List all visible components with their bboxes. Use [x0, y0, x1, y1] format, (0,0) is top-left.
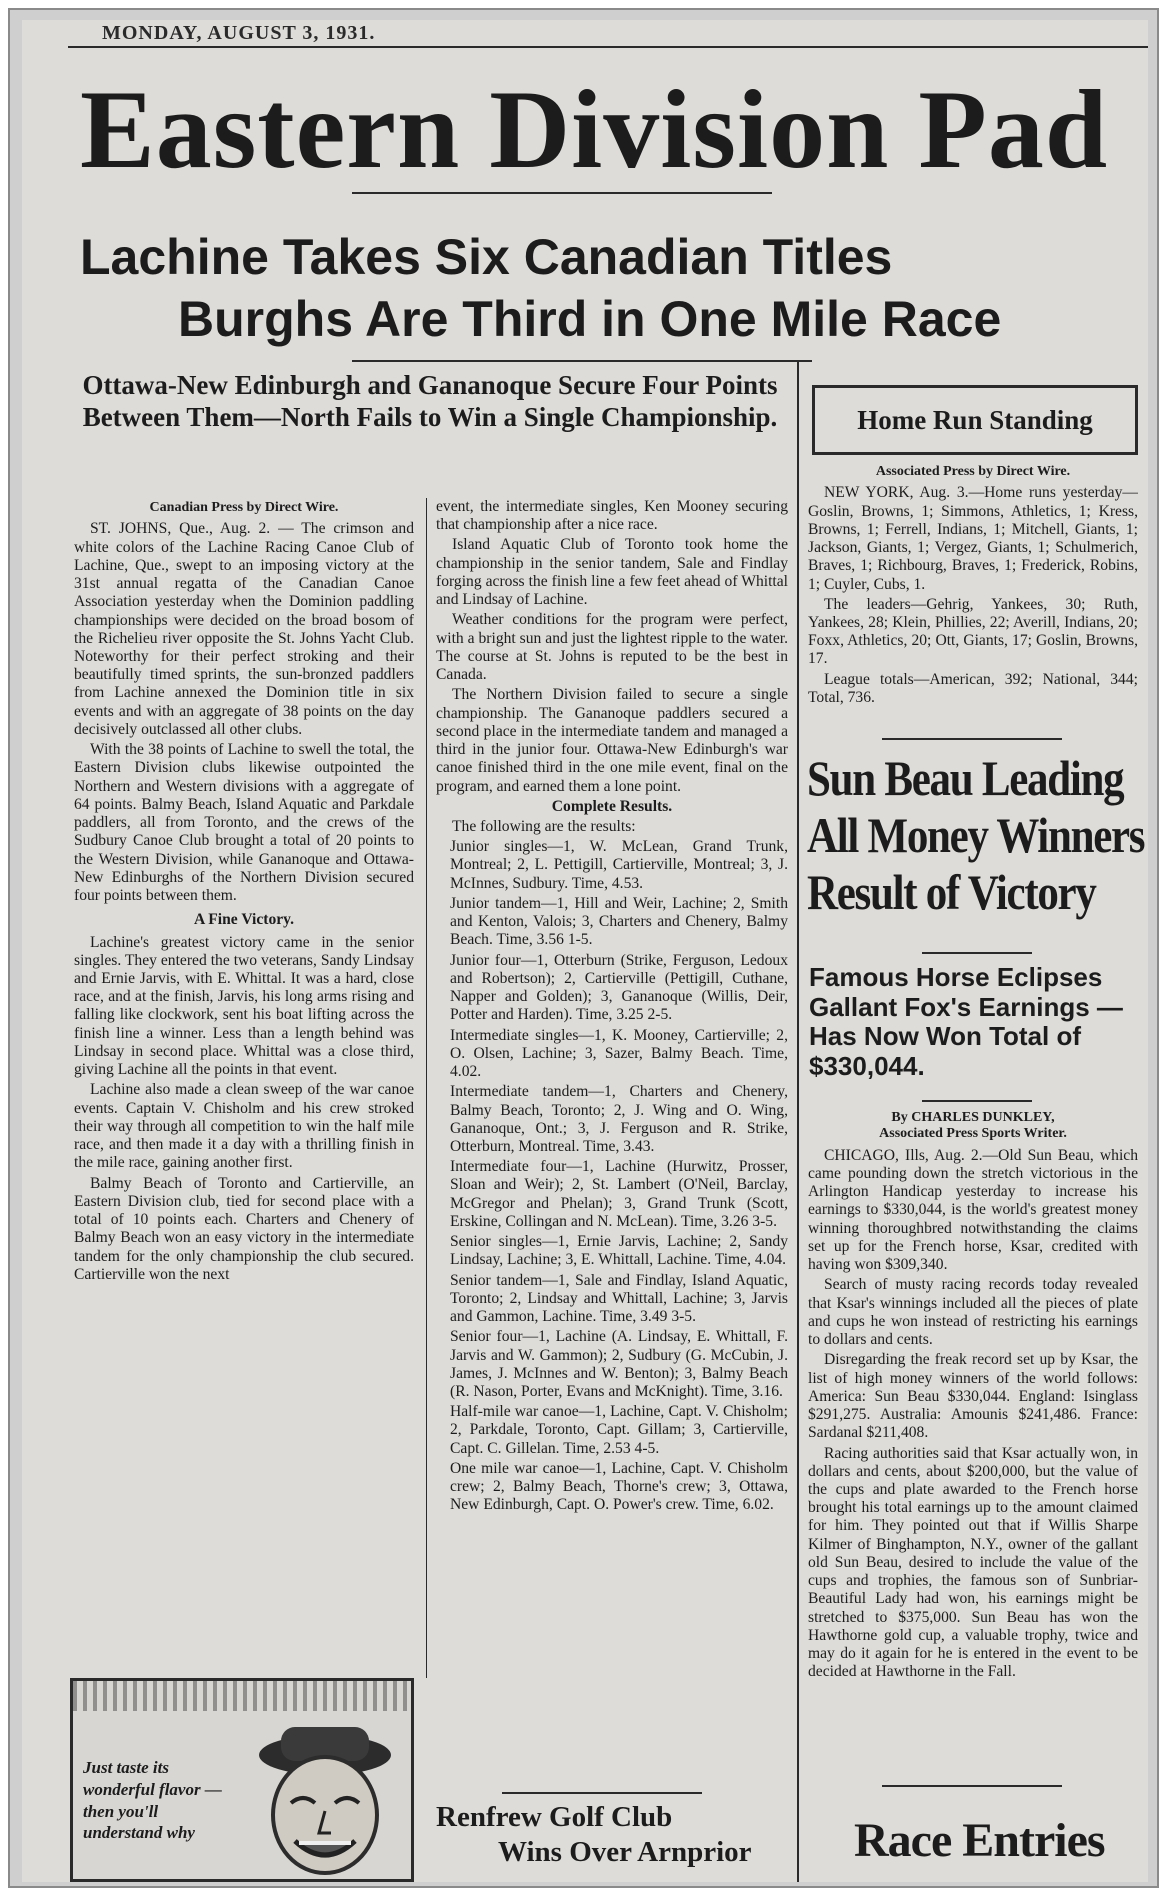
headline-rule — [352, 360, 812, 362]
sun-beau-byline: By CHARLES DUNKLEY, — [891, 1110, 1055, 1125]
result-item: Senior four—1, Lachine (A. Lindsay, E. Whittall, F. Jarvis and W. Gammon); 2, Sudbury (G. McCubin, J. James, J. McInnes and W. Benton); 3, Balmy Beach (R. Nason, Porter, Evans and McKnight). Time, 3.16. — [450, 1328, 788, 1401]
home-run-paragraph: NEW YORK, Aug. 3.—Home runs yesterday—Goslin, Browns, 1; Simmons, Athletics, 1; Kress, Browns, 1; Ferrell, Indians, 1; Mitchell, Giants, 1; Jackson, Giants, 1; Vergez, Giants, 1; Schulmerich, Braves, 1; Richbourg, Braves, 1; Frederick, Robins, 1; Cuyler, Cubs, 1. — [808, 484, 1138, 593]
story-paragraph: ST. JOHNS, Que., Aug. 2. — The crimson and white colors of the Lachine Racing Canoe Club of Lachine, Que., swept to an imposing victory at the 31st annual regatta of the Canadian Canoe Association yesterday when the Dominion paddling championships were decided on the broad bosom of the Richelieu river opposite the St. Johns Yacht Club. Noteworthy for their perfect stroking and their beautifully timed sprints, the sun-bronzed paddlers from Lachine annexed the Dominion title in six events and with an aggregate of 38 points on the day decisively outclassed all other clubs. — [74, 520, 414, 738]
ad-face-illustration — [233, 1719, 403, 1882]
result-item: Junior singles—1, W. McLean, Grand Trunk, Montreal; 2, L. Pettigill, Cartierville, Montreal; 3, J. McInnes, Sudbury. Time, 4.53. — [450, 838, 788, 892]
column-rule-1 — [426, 498, 427, 1678]
renfrew-headline — [436, 1800, 788, 1870]
result-item: Senior tandem—1, Sale and Findlay, Island Aquatic, Toronto; 2, Lindsay and Whittall, Lachine; 3, Jarvis and Gammon, Lachine. Time, 3.49 3-5. — [450, 1271, 788, 1326]
banner-headline: Eastern Division Pad — [80, 68, 1109, 192]
newspaper-page — [22, 20, 1148, 1882]
story-column-a — [74, 500, 414, 1672]
sun-beau-byline-2: Associated Press Sports Writer. — [879, 1126, 1067, 1142]
result-item: Intermediate singles—1, K. Mooney, Cartierville; 2, O. Olsen, Lachine; 3, Sazer, Balmy Beach. Time, 4.02. — [450, 1026, 788, 1081]
story-paragraph: The Northern Division failed to secure a single championship. The Gananoque paddlers secured a second place in the intermediate tandem and managed a third in the junior four. Ottawa-New Edinburgh's war canoe finished third in the one mile event, final on the program, and earned them a lone point. — [436, 686, 788, 795]
home-run-column — [808, 464, 1138, 734]
home-run-byline: Associated Press by Direct Wire. — [875, 464, 1071, 479]
sun-beau-headline-line: Result of Victory — [807, 864, 1096, 920]
main-deck: Ottawa-New Edinburgh and Gananoque Secure Four Points Between Them—North Fails to Win a Single Championship. — [82, 370, 778, 432]
renfrew-headline-line1: Renfrew Golf Club — [436, 1801, 673, 1833]
top-rule — [68, 46, 1148, 48]
advertisement — [70, 1678, 414, 1882]
race-entries-rule — [882, 1785, 1062, 1787]
sun-beau-deck: Famous Horse Eclipses Gallant Fox's Earnings —Has Now Won Total of $330,044. — [809, 962, 1123, 1081]
story-byline: Canadian Press by Direct Wire. — [149, 500, 339, 515]
home-run-rule — [882, 738, 1062, 740]
story-paragraph: Island Aquatic Club of Toronto took home the championship in the senior tandem, Sale and Findlay forging across the finish line a few feet ahead of Whittal and Lindsay of Lachine. — [436, 536, 788, 609]
result-item: Senior singles—1, Ernie Jarvis, Lachine; 2, Sandy Lindsay, Lachine; 3, E. Whittall, Lachine. Time, 4.04. — [450, 1233, 788, 1269]
result-item: Intermediate four—1, Lachine (Hurwitz, Prosser, Sloan and Weir); 2, St. Lambert (O'Neil, Barclay, McGregor and Phelan); 3, Grand Trunk (Scott, Erskine, Collingan and N. McLean). Time, 3.26 3-5. — [450, 1158, 788, 1230]
ad-text: Just taste its wonderful flavor — then you'll understand why — [83, 1758, 222, 1843]
sun-beau-rule — [922, 952, 1032, 954]
results-intro: The following are the results: — [452, 817, 636, 835]
sun-beau-paragraph: Disregarding the freak record set up by Ksar, the list of high money winners of the world follows: America: Sun Beau $330,044. England: Isinglass $291,275. Australia: Amounis $241,486. France: Sardanal $211,408. — [808, 1351, 1138, 1442]
renfrew-headline-line2: Wins Over Arnprior — [498, 1835, 752, 1868]
story-column-b — [436, 498, 788, 1806]
result-item: Junior four—1, Otterburn (Strike, Ferguson, Ledoux and Robertson); 2, Cartierville (Pettigill, Cuthane, Napper and Golden); 3, Gananoque (Willis, Deir, Potter and Harden). Time, 3.25 2-5. — [450, 951, 788, 1024]
sun-beau-paragraph: CHICAGO, Ills, Aug. 2.—Old Sun Beau, which came pounding down the stretch victorious in the Arlington Handicap yesterday to increase his earnings to $330,044, is the world's greatest money winning thoroughbred notwithstanding the claims set up for the French horse, Ksar, credited with having won $309,340. — [808, 1146, 1138, 1274]
dateline: MONDAY, AUGUST 3, 1931. — [102, 22, 376, 44]
story-paragraph: Lachine's greatest victory came in the senior singles. They entered the two veterans, Sandy Lindsay and Ernie Jarvis, with E. Whittal. It was a hard, close race, and at the finish, Jarvis, his long arms rising and falling like clockwork, sent his boat lifting across the finish line a winner. Less than a length behind was Lindsay in second place. Whittal was a close third, giving Lachine all the points in that event. — [74, 933, 414, 1079]
subhead-complete-results: Complete Results. — [551, 797, 673, 815]
sun-beau-paragraph: Racing authorities said that Ksar actually won, in dollars and cents, about $200,000, but the value of the cups and plate awarded to the French horse brought his total earnings up to the amount claimed for him. They pointed out that if Willis Sharpe Kilmer of Binghampton, N.Y., owner of the gallant old Sun Beau, desired to include the value of the cups and trophies, the famous son of Sunbriar-Beautiful Lady had won, his earnings might be stretched to $375,000. Sun Beau has won the Hawthorne gold cup, a valuable trophy, twice and may do it again for he is entered in the event to be decided at Hawthorne in the Fall. — [808, 1444, 1138, 1681]
sun-beau-column — [808, 1110, 1138, 1770]
home-run-paragraph: The leaders—Gehrig, Yankees, 30; Ruth, Yankees, 28; Klein, Phillies, 22; Averill, Indians, 20; Foxx, Athletics, 20; Ott, Giants, 17; Goslin, Browns, 17. — [808, 595, 1138, 668]
banner-rule — [352, 192, 772, 194]
result-item: One mile war canoe—1, Lachine, Capt. V. Chisholm crew; 2, Balmy Beach, Thorne's crew; 3, Ottawa, New Edinburgh, Capt. O. Power's crew. Time, 6.02. — [450, 1459, 788, 1514]
main-headline-2: Burghs Are Third in One Mile Race — [178, 291, 1002, 347]
result-item: Junior tandem—1, Hill and Weir, Lachine; 2, Smith and Kenton, Valois; 3, Charters and Chenery, Balmy Beach. Time, 3.56 1-5. — [450, 894, 788, 949]
renfrew-rule — [502, 1792, 702, 1794]
subhead-fine-victory: A Fine Victory. — [193, 911, 295, 929]
column-rule-2 — [797, 362, 799, 1882]
sun-beau-deck-rule — [922, 1100, 1032, 1102]
story-paragraph: Weather conditions for the program were perfect, with a bright sun and just the lightest ripple to the water. The course at St. Johns is reputed to be the best in Canada. — [436, 611, 788, 684]
story-paragraph: With the 38 points of Lachine to swell the total, the Eastern Division clubs likewise outpointed the Northern and Western divisions with a aggregate of 64 points. Balmy Beach, Island Aquatic and Parkdale paddlers, all from Toronto, and the crews of the Sudbury Canoe Club brought a total of 20 points to the Western Division, while Gananoque and Ottawa-New Edinburghs of the Northern Division secured four points between them. — [74, 741, 414, 905]
sun-beau-headline-line: All Money Winners — [807, 807, 1145, 863]
sun-beau-headline-line: Sun Beau Leading — [807, 750, 1124, 806]
story-paragraph: Lachine also made a clean sweep of the war canoe events. Captain V. Chisholm and his crew stroked their way through all competition to win the half mile race, and then made it a day with a thrilling finish in the mile race, gaining another first. — [74, 1081, 414, 1172]
result-item: Half-mile war canoe—1, Lachine, Capt. V. Chisholm; 2, Parkdale, Toronto, Capt. Gillam; 3, Cartierville, Capt. C. Gillelan. Time, 2.53 4-5. — [450, 1403, 788, 1457]
main-headline-1: Lachine Takes Six Canadian Titles — [80, 229, 893, 285]
sun-beau-headline — [807, 750, 1145, 921]
story-paragraph: event, the intermediate singles, Ken Mooney securing that championship after a nice race. — [436, 498, 788, 534]
home-run-box-title: Home Run Standing — [812, 385, 1138, 455]
sun-beau-paragraph: Search of musty racing records today revealed that Ksar's winnings included all the pieces of plate and cups he won instead of restricting his earnings to dollars and cents. — [808, 1276, 1138, 1349]
result-item: Intermediate tandem—1, Charters and Chenery, Balmy Beach, Toronto; 2, J. Wing and O. Wing, Gananoque, Ont.; 3, J. Ferguson and R. Strike, Otterburn, Montreal. Time, 3.43. — [450, 1083, 788, 1155]
home-run-paragraph: League totals—American, 392; National, 344; Total, 736. — [808, 670, 1138, 706]
race-entries-headline: Race Entries — [854, 1814, 1105, 1867]
ad-border-pattern — [73, 1681, 411, 1711]
story-paragraph: Balmy Beach of Toronto and Cartierville, an Eastern Division club, tied for second place with a total of 10 points each. Charters and Chenery of Balmy Beach won an easy victory in the intermediate tandem for the only championship the club secured. Cartierville won the next — [74, 1174, 414, 1283]
